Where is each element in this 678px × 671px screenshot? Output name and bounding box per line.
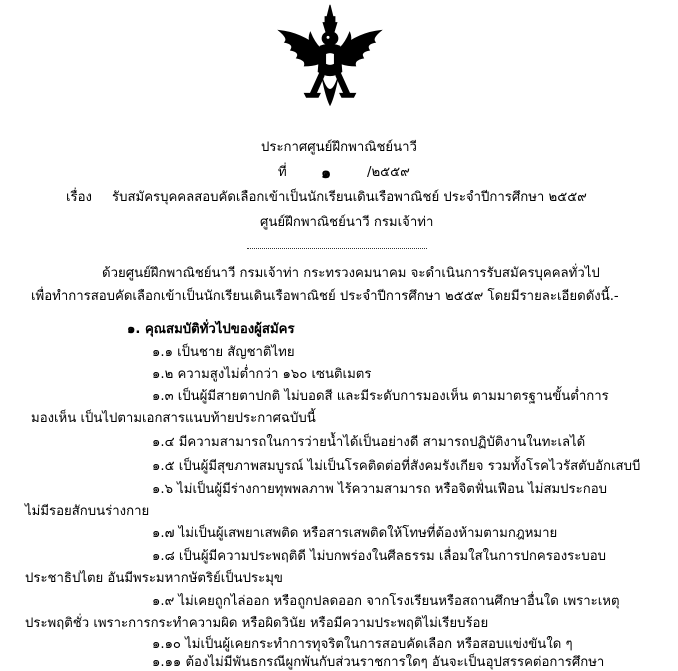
list-item: ๑.๕ เป็นผู้มีสุขภาพสมบูรณ์ ไม่เป็นโรคติดต่อที่สังคมรังเกียจ รวมทั้งโรคไวรัสตับอักเสบบี — [152, 459, 641, 474]
garuda-emblem — [271, 2, 389, 112]
issuer-line: ศูนย์ฝึกพาณิชย์นาวี กรมเจ้าท่า — [260, 215, 434, 230]
list-item-continuation: ไม่มีรอยสักบนร่างกาย — [25, 504, 150, 519]
list-item: ๑.๔ มีความสามารถในการว่ายน้ำได้เป็นอย่างดี สามารถปฏิบัติงานในทะเลได้ — [152, 435, 586, 450]
document-title: ประกาศศูนย์ฝึกพาณิชย์นาวี — [261, 140, 417, 155]
list-item: ๑.๖ ไม่เป็นผู้มีร่างกายทุพพลภาพ ไร้ความสามารถ หรือจิตฟั่นเฟือน ไม่สมประกอบ — [152, 482, 607, 497]
list-item-continuation: ประพฤติชั่ว เพราะการกระทำความผิด หรือผิดวินัย หรือมีความประพฤติไม่เรียบร้อย — [25, 616, 489, 631]
document-number-value: ๑ — [321, 163, 332, 182]
document-number-label: ที่ — [278, 165, 287, 180]
section-1-heading: ๑. คุณสมบัติทั่วไปของผู้สมัคร — [127, 322, 295, 337]
list-item: ๑.๗ ไม่เป็นผู้เสพยาเสพติด หรือสารเสพติดให้โทษที่ต้องห้ามตามกฎหมาย — [152, 526, 558, 541]
list-item: ๑.๑ เป็นชาย สัญชาติไทย — [152, 345, 295, 360]
list-item: ๑.๑๐ ไม่เป็นผู้เคยกระทำการทุจริตในการสอบคัดเลือก หรือสอบแข่งขันใด ๆ — [152, 637, 573, 652]
list-item: ๑.๑๑ ต้องไม่มีพันธกรณีผูกพันกับส่วนราชการใดๆ อันจะเป็นอุปสรรคต่อการศึกษา — [152, 655, 605, 670]
intro-line-1: ด้วยศูนย์ฝึกพาณิชย์นาวี กรมเจ้าท่า กระทรวงคมนาคม จะดำเนินการรับสมัครบุคคลทั่วไป — [102, 266, 600, 281]
header-divider — [247, 248, 427, 249]
list-item: ๑.๘ เป็นผู้มีความประพฤติดี ไม่บกพร่องในศีลธรรม เลื่อมใสในการปกครองระบอบ — [152, 549, 606, 564]
subject-label: เรื่อง — [66, 190, 92, 205]
list-item: ๑.๓ เป็นผู้มีสายตาปกติ ไม่บอดสี และมีระดับการมองเห็น ตามมาตรฐานขั้นต่ำการ — [152, 389, 609, 404]
subject-text: รับสมัครบุคคลสอบคัดเลือกเข้าเป็นนักเรียนเดินเรือพาณิชย์ ประจำปีการศึกษา ๒๕๕๙ — [112, 190, 587, 205]
list-item: ๑.๒ ความสูงไม่ต่ำกว่า ๑๖๐ เซนติเมตร — [152, 367, 372, 382]
intro-line-2: เพื่อทำการสอบคัดเลือกเข้าเป็นนักเรียนเดินเรือพาณิชย์ ประจำปีการศึกษา ๒๕๕๙ โดยมีรายละเอียดดังนี้.- — [31, 289, 619, 304]
document-number-year: /๒๕๕๙ — [367, 165, 410, 180]
list-item: ๑.๙ ไม่เคยถูกไล่ออก หรือถูกปลดออก จากโรงเรียนหรือสถานศึกษาอื่นใด เพราะเหตุ — [152, 594, 620, 609]
list-item-continuation: มองเห็น เป็นไปตามเอกสารแนบท้ายประกาศฉบับนี้ — [31, 411, 316, 426]
list-item-continuation: ประชาธิปไตย อันมีพระมหากษัตริย์เป็นประมุข — [25, 571, 283, 586]
